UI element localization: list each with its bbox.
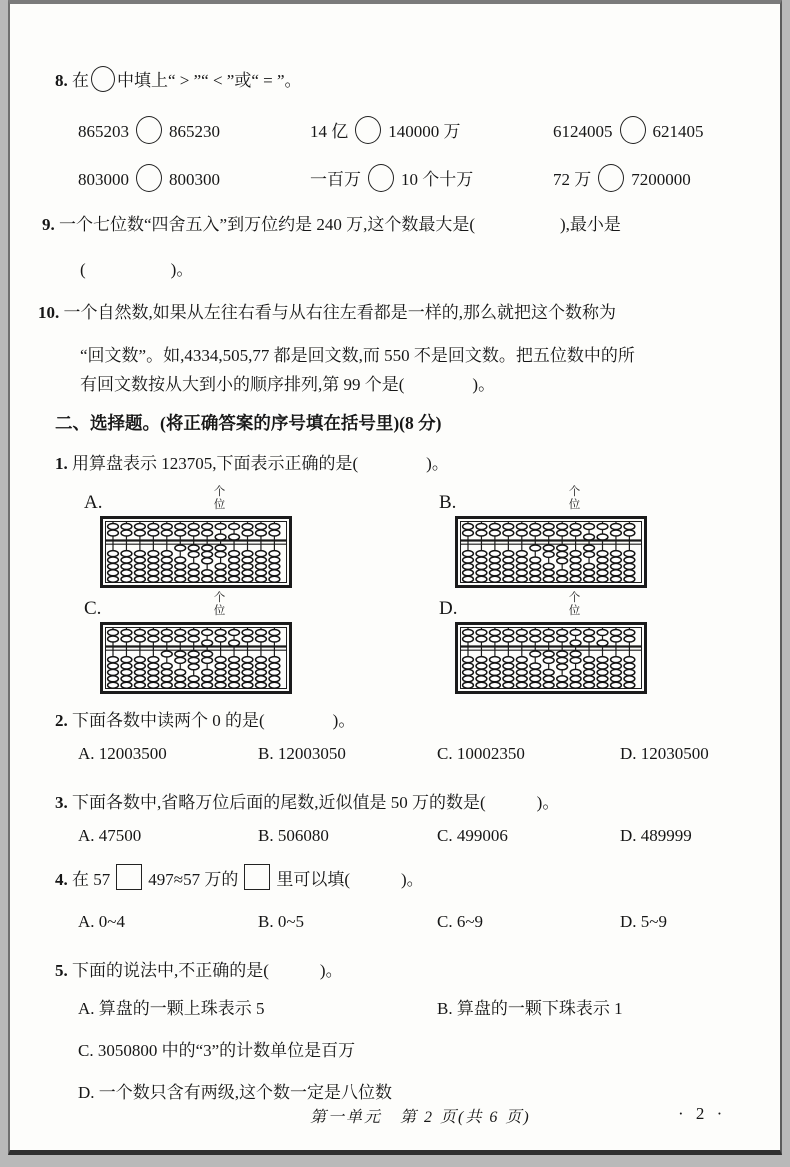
- option-d: D. 12030500: [620, 744, 709, 763]
- abacus-option-a: [84, 486, 314, 590]
- option-b: B. 506080: [258, 826, 329, 845]
- abacus-figure: [455, 622, 647, 694]
- blank-box: [116, 864, 142, 890]
- q9-text: 一个七位数“四舍五入”到万位约是 240 万,这个数最大是( ),最小是: [54, 215, 621, 234]
- option-b: B. 0~5: [258, 912, 305, 931]
- q10-text: 一个自然数,如果从左往右看与从右往左看都是一样的,那么就把这个数称为: [59, 303, 616, 322]
- units-place-label: 个位: [213, 486, 226, 512]
- q1-stem: [55, 449, 449, 474]
- compare-left: 865203: [78, 122, 129, 141]
- q10-number: 10.: [38, 303, 60, 322]
- abacus-figure: [455, 516, 647, 588]
- compare-right: 140000 万: [388, 122, 461, 141]
- q3-stem: [55, 788, 559, 813]
- units-place-label: 个位: [213, 592, 226, 618]
- blank-circle: [620, 116, 646, 144]
- compare-right: 621405: [652, 122, 704, 141]
- abacus-drawing: [100, 622, 292, 694]
- q4-stem: [55, 864, 424, 890]
- compare-left: 803000: [78, 170, 129, 189]
- option-letter: B.: [439, 492, 457, 513]
- q10-stem-line2: [80, 341, 635, 366]
- option-b: B. 12003050: [258, 744, 346, 763]
- option-b: B. 算盘的一颗下珠表示 1: [437, 999, 623, 1018]
- q4-options: [10, 912, 780, 938]
- q9-text: ( )。: [80, 260, 194, 279]
- q8-comparison-row-1: [10, 116, 780, 142]
- q9-stem-line2: [80, 255, 193, 280]
- q2-number: 2.: [55, 711, 68, 730]
- q10-stem-line3: [80, 370, 495, 395]
- q10-text: “回文数”。如,4334,505,77 都是回文数,而 550 不是回文数。把五位数中的所: [80, 346, 635, 365]
- q9-number: 9.: [42, 215, 55, 234]
- q2-options: [10, 744, 780, 770]
- q2-stem: [55, 706, 355, 731]
- blank-circle: [91, 66, 115, 92]
- comparison-item: [553, 164, 691, 192]
- abacus-option-b: [439, 486, 669, 590]
- q2-text: 下面各数中读两个 0 的是( )。: [67, 711, 356, 730]
- comparison-item: [78, 164, 220, 192]
- blank-circle: [136, 116, 162, 144]
- q10-text: 有回文数按从大到小的顺序排列,第 99 个是( )。: [80, 375, 496, 394]
- q5-number: 5.: [55, 961, 68, 980]
- section-2-title: 二、选择题。(将正确答案的序号填在括号里)(8 分): [55, 413, 442, 433]
- compare-left: 72 万: [553, 170, 592, 189]
- option-d: D. 5~9: [620, 912, 667, 931]
- q8-stem-pre: 在: [67, 71, 89, 90]
- compare-left: 一百万: [310, 170, 361, 189]
- compare-left: 6124005: [553, 122, 613, 141]
- option-c: C. 499006: [437, 826, 508, 845]
- comparison-item: [310, 116, 461, 144]
- q4-text: 在 57: [67, 870, 111, 889]
- q5-stem: [55, 956, 343, 981]
- q1-number: 1.: [55, 454, 68, 473]
- paper-sheet: [8, 0, 782, 1155]
- q1-text: 用算盘表示 123705,下面表示正确的是( )。: [67, 454, 449, 473]
- blank-circle: [136, 164, 162, 192]
- option-a: A. 算盘的一颗上珠表示 5: [78, 999, 265, 1018]
- blank-circle: [355, 116, 381, 144]
- q9-stem-line1: [42, 210, 621, 235]
- blank-circle: [368, 164, 394, 192]
- abacus-drawing: [455, 516, 647, 588]
- comparison-item: [310, 164, 473, 192]
- option-d: D. 489999: [620, 826, 692, 845]
- footer-unit-page-info: 第一单元 第 2 页(共 6 页): [310, 1109, 531, 1126]
- compare-right: 800300: [169, 170, 220, 189]
- comparison-item: [78, 116, 220, 144]
- q8-stem-post: 中填上“ > ”“ < ”或“ = ”。: [117, 71, 302, 90]
- option-c: C. 3050800 中的“3”的计数单位是百万: [78, 1041, 356, 1060]
- option-letter: A.: [84, 492, 103, 513]
- comparison-item: [553, 116, 704, 144]
- q3-text: 下面各数中,省略万位后面的尾数,近似值是 50 万的数是( )。: [67, 793, 560, 812]
- compare-right: 7200000: [631, 170, 691, 189]
- units-place-label: 个位: [568, 592, 581, 618]
- q4-text: 里可以填( )。: [276, 870, 424, 889]
- q5-options-ab: [10, 994, 780, 1020]
- abacus-figure: [100, 516, 292, 588]
- q3-options: [10, 826, 780, 852]
- compare-right: 865230: [169, 122, 220, 141]
- option-letter: C.: [84, 598, 102, 619]
- abacus-drawing: [100, 516, 292, 588]
- abacus-figure: [100, 622, 292, 694]
- blank-box: [244, 864, 270, 890]
- option-a: A. 0~4: [78, 912, 125, 931]
- abacus-option-d: [439, 592, 669, 696]
- option-d: D. 一个数只含有两级,这个数一定是八位数: [78, 1083, 393, 1102]
- option-a: A. 47500: [78, 826, 142, 845]
- abacus-drawing: [455, 622, 647, 694]
- abacus-option-c: [84, 592, 314, 696]
- q8-number: 8.: [55, 71, 68, 90]
- q10-stem-line1: [38, 298, 616, 323]
- q3-number: 3.: [55, 793, 68, 812]
- q4-number: 4.: [55, 870, 68, 889]
- footer-page-number: · 2 ·: [678, 1104, 727, 1123]
- option-c: C. 10002350: [437, 744, 525, 763]
- q8-stem: [55, 66, 302, 92]
- option-letter: D.: [439, 598, 458, 619]
- compare-left: 14 亿: [310, 122, 349, 141]
- blank-circle: [598, 164, 624, 192]
- q4-text: 497≈57 万的: [148, 870, 239, 889]
- q8-comparison-row-2: [10, 164, 780, 190]
- units-place-label: 个位: [568, 486, 581, 512]
- compare-right: 10 个十万: [401, 170, 474, 189]
- q5-text: 下面的说法中,不正确的是( )。: [67, 961, 343, 980]
- option-a: A. 12003500: [78, 744, 167, 763]
- option-c: C. 6~9: [437, 912, 484, 931]
